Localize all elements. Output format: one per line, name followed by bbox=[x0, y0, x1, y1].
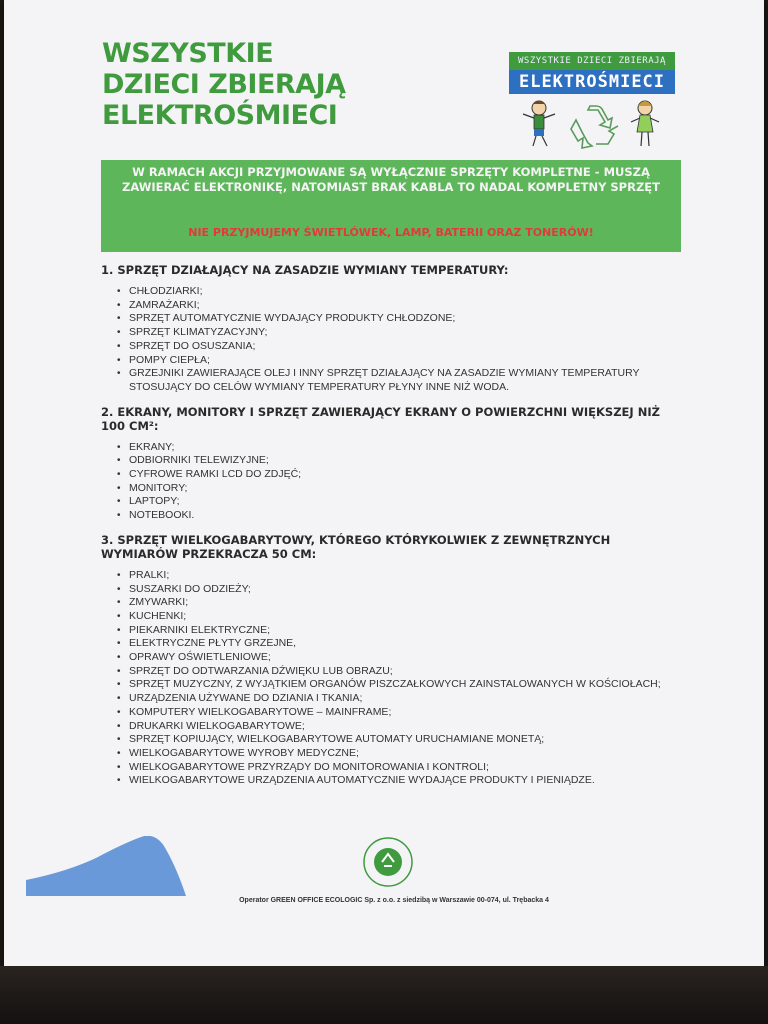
list-item: • POMPY CIEPŁA; bbox=[117, 354, 681, 368]
list-item: • WIELKOGABARYTOWE URZĄDZENIA AUTOMATYCZNIE WYDAJĄCE PRODUKTY I PIENIĄDZE. bbox=[117, 774, 681, 788]
section-large-equipment bbox=[101, 533, 681, 788]
title-line: WSZYSTKIE bbox=[102, 38, 274, 69]
section-temperature bbox=[101, 263, 681, 395]
list-item: • GRZEJNIKI ZAWIERAJĄCE OLEJ I INNY SPRZĘT DZIAŁAJĄCY NA ZASADZIE WYMIANY TEMPERATURY STOSUJĄCY DO CELÓW WYMIANY TEMPERATURY PŁYNY INNE NIŻ WODA. bbox=[117, 367, 681, 394]
list-item: • ELEKTRYCZNE PŁYTY GRZEJNE, bbox=[117, 637, 681, 651]
list-item: • MONITORY; bbox=[117, 482, 681, 496]
list-item: • SPRZĘT DO ODTWARZANIA DŹWIĘKU LUB OBRAZU; bbox=[117, 665, 681, 679]
list-item: • OPRAWY OŚWIETLENIOWE; bbox=[117, 651, 681, 665]
list-item: • LAPTOPY; bbox=[117, 495, 681, 509]
flyer-page bbox=[4, 0, 764, 966]
section-heading: 2. EKRANY, MONITORY I SPRZĘT ZAWIERAJĄCY EKRANY O POWIERZCHNI WIĘKSZEJ NIŻ 100 CM²: bbox=[101, 404, 660, 433]
list-item: • SPRZĘT AUTOMATYCZNIE WYDAJĄCY PRODUKTY CHŁODZONE; bbox=[117, 312, 681, 326]
list-item: • CHŁODZIARKI; bbox=[117, 285, 681, 299]
item-list bbox=[101, 569, 681, 788]
list-item: • ZAMRAŻARKI; bbox=[117, 299, 681, 313]
campaign-logo bbox=[509, 52, 675, 150]
list-item: • URZĄDZENIA UŻYWANE DO DZIANIA I TKANIA; bbox=[117, 692, 681, 706]
item-list bbox=[101, 441, 681, 523]
list-item: • EKRANY; bbox=[117, 441, 681, 455]
list-item: • KUCHENKI; bbox=[117, 610, 681, 624]
title-line: ELEKTROŚMIECI bbox=[102, 100, 338, 131]
main-content bbox=[101, 263, 681, 798]
title-line: DZIECI ZBIERAJĄ bbox=[102, 69, 346, 100]
logo-illustration bbox=[509, 96, 675, 150]
list-item: • SPRZĘT DO OSUSZANIA; bbox=[117, 340, 681, 354]
list-item: • KOMPUTERY WIELKOGABARYTOWE – MAINFRAME; bbox=[117, 706, 681, 720]
list-item: • PRALKI; bbox=[117, 569, 681, 583]
child-figure-icon bbox=[631, 101, 659, 146]
list-item: • WIELKOGABARYTOWE PRZYRZĄDY DO MONITOROWANIA I KONTROLI; bbox=[117, 761, 681, 775]
recycle-icon bbox=[571, 106, 618, 148]
list-item: • SPRZĘT MUZYCZNY, Z WYJĄTKIEM ORGANÓW PISZCZAŁKOWYCH ZAINSTALOWANYCH W KOŚCIOŁACH; bbox=[117, 678, 681, 692]
list-item: • ZMYWARKI; bbox=[117, 596, 681, 610]
list-item: • NOTEBOOKI. bbox=[117, 509, 681, 523]
section-heading: 3. SPRZĘT WIELKOGABARYTOWY, KTÓREGO KTÓRYKOLWIEK Z ZEWNĘTRZNYCH WYMIARÓW PRZEKRACZA 50 CM: bbox=[101, 532, 611, 561]
page-title bbox=[102, 38, 422, 131]
footer-operator: Operator GREEN OFFICE ECOLOGIC Sp. z o.o. z siedzibą w Warszawie 00-074, ul. Trębacka 4 bbox=[239, 897, 549, 904]
list-item: • SPRZĘT KOPIUJĄCY, WIELKOGABARYTOWE AUTOMATY URUCHAMIANE MONETĄ; bbox=[117, 733, 681, 747]
list-item: • DRUKARKI WIELKOGABARYTOWE; bbox=[117, 720, 681, 734]
green-office-seal-icon bbox=[362, 836, 414, 888]
section-screens bbox=[101, 405, 681, 523]
child-figure-icon bbox=[523, 101, 555, 147]
banner-text: W RAMACH AKCJI PRZYJMOWANE SĄ WYŁĄCZNIE SPRZĘTY KOMPLETNE - MUSZĄ ZAWIERAĆ ELEKTRONIKĘ, NATOMIAST BRAK KABLA TO NADAL KOMPLETNY SPRZĘT bbox=[121, 165, 661, 194]
banner-warning: NIE PRZYJMUJEMY ŚWIETLÓWEK, LAMP, BATERII ORAZ TONERÓW! bbox=[188, 226, 594, 239]
decorative-wave bbox=[26, 836, 206, 896]
list-item: • ODBIORNIKI TELEWIZYJNE; bbox=[117, 454, 681, 468]
item-list bbox=[101, 285, 681, 395]
list-item: • WIELKOGABARYTOWE WYROBY MEDYCZNE; bbox=[117, 747, 681, 761]
list-item: • SUSZARKI DO ODZIEŻY; bbox=[117, 583, 681, 597]
list-item: • CYFROWE RAMKI LCD DO ZDJĘĆ; bbox=[117, 468, 681, 482]
info-banner bbox=[101, 160, 681, 252]
section-heading: 1. SPRZĘT DZIAŁAJĄCY NA ZASADZIE WYMIANY TEMPERATURY: bbox=[101, 263, 509, 277]
logo-main-text: ELEKTROŚMIECI bbox=[509, 70, 675, 94]
list-item: • PIEKARNIKI ELEKTRYCZNE; bbox=[117, 624, 681, 638]
table-surface bbox=[0, 966, 768, 1024]
list-item: • SPRZĘT KLIMATYZACYJNY; bbox=[117, 326, 681, 340]
logo-top-text: WSZYSTKIE DZIECI ZBIERAJĄ bbox=[509, 52, 675, 70]
